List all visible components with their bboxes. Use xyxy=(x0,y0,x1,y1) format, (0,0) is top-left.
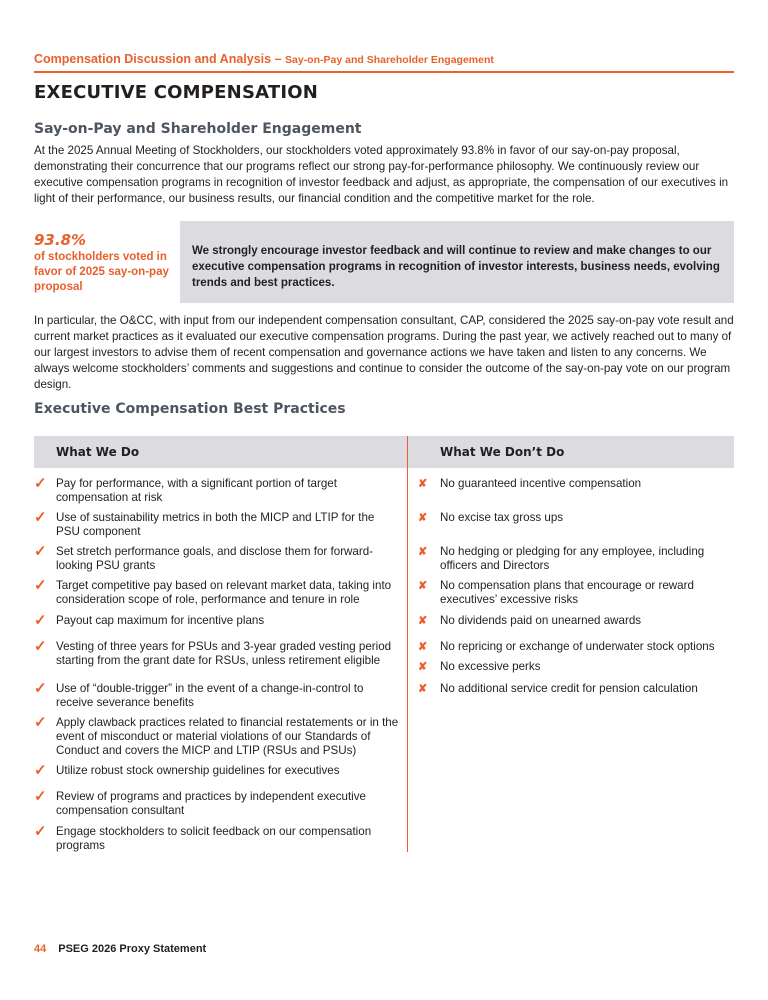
do-item xyxy=(34,511,399,539)
check-icon: ✓ xyxy=(34,714,47,731)
cross-icon: ✘ xyxy=(418,641,428,653)
do-item xyxy=(34,614,399,628)
dont-item xyxy=(418,545,734,573)
column-header-dont: What We Don’t Do xyxy=(440,445,565,459)
footer-doc-title: PSEG 2026 Proxy Statement xyxy=(58,943,207,955)
dont-item xyxy=(418,614,734,628)
dont-item xyxy=(418,511,734,525)
check-icon: ✓ xyxy=(34,612,47,629)
do-item xyxy=(34,545,399,573)
dont-item xyxy=(418,682,734,696)
check-icon: ✓ xyxy=(34,823,47,840)
dont-item-text: No additional service credit for pension calculation xyxy=(440,682,698,695)
dont-item xyxy=(418,477,734,491)
do-item-text: Set stretch performance goals, and disclose them for forward-looking PSU grants xyxy=(56,545,374,572)
cross-icon: ✘ xyxy=(418,580,428,592)
do-item xyxy=(34,579,399,607)
do-item xyxy=(34,477,399,505)
callout-box: We strongly encourage investor feedback and will continue to review and make changes to our executive compensation programs in recognition of investor interests, business needs, evolving trends and best practices. xyxy=(180,221,734,303)
do-item-text: Vesting of three years for PSUs and 3-year graded vesting period starting from the grant date for RSUs, unless retirement eligible xyxy=(56,640,392,667)
cross-icon: ✘ xyxy=(418,512,428,524)
check-icon: ✓ xyxy=(34,680,47,697)
page-title: EXECUTIVE COMPENSATION xyxy=(34,82,318,103)
check-icon: ✓ xyxy=(34,638,47,655)
running-header xyxy=(34,50,734,73)
dont-item-text: No dividends paid on unearned awards xyxy=(440,614,642,627)
say-on-pay-paragraph-1: At the 2025 Annual Meeting of Stockholders, our stockholders voted approximately 93.8% in favor of our say-on-pay proposal, demonstrating their concurrence that our programs reflect our strong pay-for-performance philosophy. We continuously review our executive compensation programs in recognition of investor feedback and adjust, as appropriate, the compensation of our executives in light of their performance, our business results, our financial condition and the competitive market for the role. xyxy=(34,144,729,205)
column-header-do: What We Do xyxy=(56,445,140,459)
header-section: Compensation Discussion and Analysis xyxy=(34,52,272,66)
cross-icon: ✘ xyxy=(418,683,428,695)
dont-item-text: No repricing or exchange of underwater stock options xyxy=(440,640,715,653)
dont-item-text: No excessive perks xyxy=(440,660,541,673)
cross-icon: ✘ xyxy=(418,661,428,673)
stat-label: of stockholders voted in favor of 2025 say-on-pay proposal xyxy=(34,251,169,293)
dont-item xyxy=(418,640,734,654)
say-on-pay-callout xyxy=(34,221,734,303)
best-practices-heading: Executive Compensation Best Practices xyxy=(34,401,346,417)
say-on-pay-heading: Say-on-Pay and Shareholder Engagement xyxy=(34,121,362,137)
cross-icon: ✘ xyxy=(418,615,428,627)
do-item xyxy=(34,825,399,853)
do-item-text: Use of sustainability metrics in both the MICP and LTIP for the PSU component xyxy=(56,511,375,538)
cross-icon: ✘ xyxy=(418,478,428,490)
dont-item xyxy=(418,579,734,607)
page-number: 44 xyxy=(34,943,47,955)
cross-icon: ✘ xyxy=(418,546,428,558)
header-subsection: Say-on-Pay and Shareholder Engagement xyxy=(285,54,494,66)
page-footer xyxy=(34,943,206,955)
check-icon: ✓ xyxy=(34,475,47,492)
do-item xyxy=(34,716,399,758)
header-separator: – xyxy=(271,52,285,66)
do-item-text: Apply clawback practices related to financial restatements or in the event of misconduct or material violations of our Standards of Conduct and covers the MICP and LTIP (RSUs and PSUs) xyxy=(56,716,399,757)
do-item-text: Review of programs and practices by independent executive compensation consultant xyxy=(56,790,366,817)
dont-item-text: No hedging or pledging for any employee, including officers and Directors xyxy=(440,545,705,572)
stat-value: 93.8% xyxy=(34,231,87,249)
check-icon: ✓ xyxy=(34,509,47,526)
dont-item-text: No guaranteed incentive compensation xyxy=(440,477,642,490)
do-item-text: Target competitive pay based on relevant market data, taking into consideration scope of role, performance and tenure in role xyxy=(56,579,392,606)
column-divider xyxy=(407,436,408,852)
say-on-pay-paragraph-2: In particular, the O&CC, with input from our independent compensation consultant, CAP, considered the 2025 say-on-pay vote result and current market practices as it evaluated our executive compensation programs. During the past year, we actively reached out to many of our largest investors to advise them of recent compensation and governance actions we have taken and listen to any concerns. We always welcome stockholders’ comments and suggestions and continue to consider the outcome of the say-on-pay vote on our program design. xyxy=(34,314,734,391)
dont-item-text: No excise tax gross ups xyxy=(440,511,564,524)
dont-item-text: No compensation plans that encourage or reward executives’ excessive risks xyxy=(440,579,694,606)
do-item-text: Utilize robust stock ownership guidelines for executives xyxy=(56,764,340,777)
best-practices-table-header xyxy=(34,436,734,468)
do-item-text: Payout cap maximum for incentive plans xyxy=(56,614,265,627)
do-item-text: Use of “double-trigger” in the event of a change-in-control to receive severance benefits xyxy=(56,682,364,709)
do-item xyxy=(34,640,399,668)
check-icon: ✓ xyxy=(34,543,47,560)
do-item xyxy=(34,790,399,818)
check-icon: ✓ xyxy=(34,788,47,805)
check-icon: ✓ xyxy=(34,762,47,779)
check-icon: ✓ xyxy=(34,577,47,594)
do-item-text: Pay for performance, with a significant portion of target compensation at risk xyxy=(56,477,337,504)
do-item xyxy=(34,764,399,778)
dont-item xyxy=(418,660,734,674)
do-item xyxy=(34,682,399,710)
do-item-text: Engage stockholders to solicit feedback on our compensation programs xyxy=(56,825,372,852)
